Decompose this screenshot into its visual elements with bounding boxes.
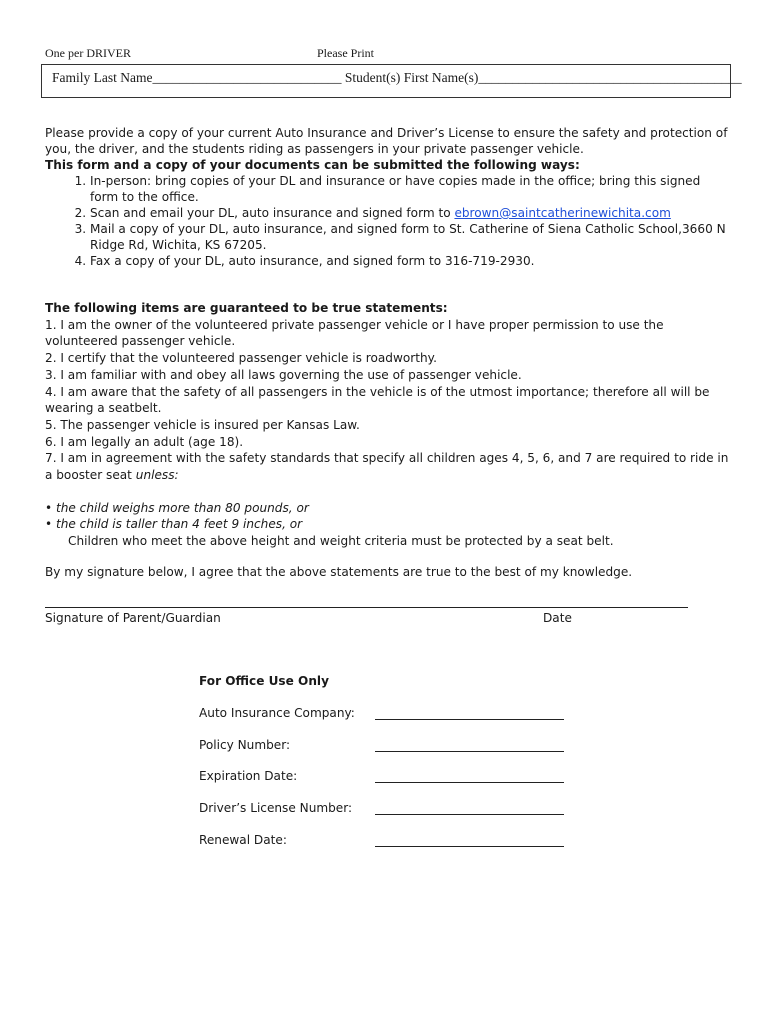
office-row-auto-insurance [199, 706, 569, 724]
booster-exception-height: • the child is taller than 4 feet 9 inches, or [45, 517, 303, 532]
statement-3: 3. I am familiar with and obey all laws governing the use of passenger vehicle. [45, 367, 522, 382]
submission-methods-list [45, 173, 730, 269]
statements-section [45, 300, 730, 550]
statement-2: 2. I certify that the volunteered passenger vehicle is roadworthy. [45, 351, 437, 366]
auto-insurance-field[interactable] [375, 719, 564, 720]
spacer [45, 484, 730, 500]
email-method-text: Scan and email your DL, auto insurance and signed form to [90, 206, 455, 220]
office-row-policy-number [199, 738, 569, 756]
email-link[interactable]: ebrown@saintcatherinewichita.com [454, 206, 671, 220]
office-row-expiration-date [199, 769, 569, 787]
seat-belt-note: Children who meet the above height and weight criteria must be protected by a seat belt. [68, 534, 614, 549]
please-print-note: Please Print [317, 46, 374, 60]
statement-1: 1. I am the owner of the volunteered private passenger vehicle or I have proper permission to use the volunteered passenger vehicle. [45, 317, 664, 349]
student-first-names-field[interactable]: _______________________________________ [478, 70, 742, 85]
submission-method-email [90, 205, 730, 221]
renewal-date-label: Renewal Date: [199, 833, 287, 847]
office-use-heading: For Office Use Only [199, 674, 329, 688]
submission-method-in-person: 1. In-person: bring copies of your DL and insurance or have copies made in the office; bring this signed form to the office. [90, 173, 730, 205]
agreement-text: By my signature below, I agree that the above statements are true to the best of my knowledge. [45, 565, 633, 579]
intro-section [45, 125, 730, 269]
statement-7-text: 7. I am in agreement with the safety standards that specify all children ages 4, 5, 6, and 7 are required to ride in a booster seat [45, 451, 729, 483]
office-row-drivers-license [199, 801, 569, 819]
family-last-name-field[interactable]: ____________________________ [152, 70, 342, 85]
date-label: Date [543, 611, 572, 625]
policy-number-label: Policy Number: [199, 738, 291, 752]
expiration-date-label: Expiration Date: [199, 769, 298, 783]
drivers-license-label: Driver’s License Number: [199, 801, 353, 815]
family-last-name-label: Family Last Name [52, 70, 153, 85]
intro-paragraph: Please provide a copy of your current Auto Insurance and Driver’s License to ensure the safety and protection of you, the driver, and the students riding as passengers in your private passenger vehicle. [45, 126, 728, 156]
submission-method-fax: 4. Fax a copy of your DL, auto insurance, and signed form to 316-719-2930. [90, 253, 730, 269]
statement-5: 5. The passenger vehicle is insured per Kansas Law. [45, 417, 360, 432]
signature-line[interactable] [45, 597, 688, 608]
policy-number-field[interactable] [375, 751, 564, 752]
renewal-date-field[interactable] [375, 846, 564, 847]
submit-heading: This form and a copy of your documents can be submitted the following ways: [45, 158, 580, 172]
statement-4: 4. I am aware that the safety of all passengers in the vehicle is of the utmost importance; therefore all will be wearing a seatbelt. [45, 384, 710, 416]
submission-method-mail: 3. Mail a copy of your DL, auto insurance, and signed form to St. Catherine of Siena Catholic School,3660 N Ridge Rd, Wichita, KS 67205. [90, 221, 730, 253]
student-first-names-label: Student(s) First Name(s) [344, 70, 479, 85]
signature-label: Signature of Parent/Guardian [45, 611, 221, 625]
auto-insurance-label: Auto Insurance Company: [199, 706, 355, 720]
statement-7 [45, 450, 730, 483]
statements-heading: The following items are guaranteed to be true statements: [45, 301, 448, 315]
expiration-date-field[interactable] [375, 782, 564, 783]
statement-7-unless: unless: [135, 468, 179, 483]
booster-exception-weight: • the child weighs more than 80 pounds, or [45, 500, 309, 515]
drivers-license-field[interactable] [375, 814, 564, 815]
one-per-driver-note: One per DRIVER [45, 46, 131, 60]
statement-6: 6. I am legally an adult (age 18). [45, 434, 244, 449]
family-name-box [41, 64, 742, 98]
office-row-renewal-date [199, 833, 569, 851]
